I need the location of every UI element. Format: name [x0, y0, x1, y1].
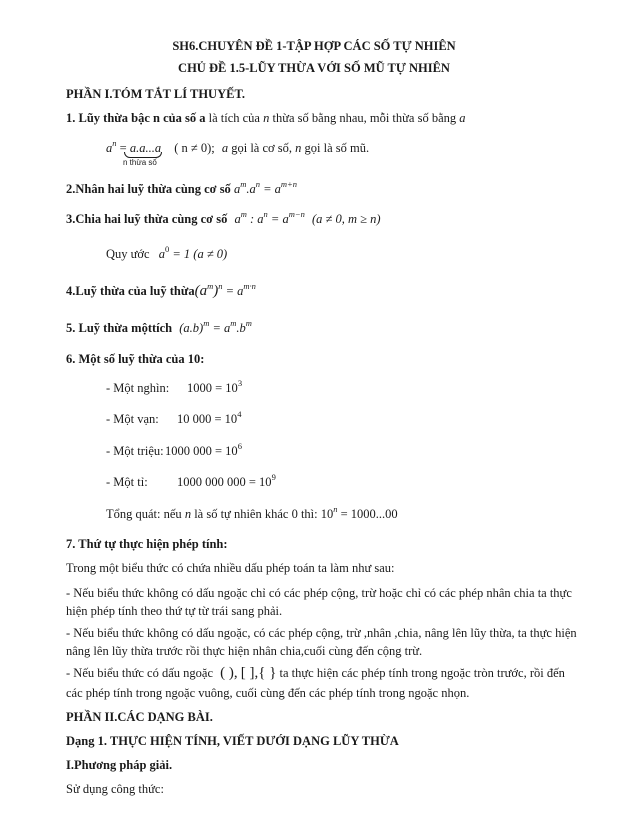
- power-of-ten-value: [177, 411, 241, 427]
- general-zero: 0: [291, 507, 298, 521]
- s5-exp-2: m: [230, 318, 237, 328]
- section-7-heading: 7. Thứ tự thực hiện phép tính:: [66, 537, 228, 551]
- section-4-line: [66, 283, 256, 299]
- section-1-a: a: [459, 111, 466, 125]
- dang-1-heading: Dạng 1. THỰC HIỆN TÍNH, VIẾT DƯỚI DẠNG LŨY THỪA: [66, 734, 399, 748]
- general-ten-exp: n: [333, 504, 338, 514]
- s3-condition: (a ≠ 0, m ≥ n): [311, 212, 381, 226]
- convention-base: a: [158, 247, 165, 261]
- formula-eq: =: [116, 141, 130, 155]
- power-definition-formula: [106, 138, 370, 167]
- power-of-ten-value: [177, 474, 276, 490]
- power-of-ten-exp: 9: [271, 472, 276, 482]
- s4-exp-n: n: [218, 281, 223, 291]
- s5-eq: = a: [209, 321, 231, 335]
- rule-1-line-2: hiện phép tính theo thứ tự từ trái sang phải.: [66, 604, 283, 618]
- section-2-line: [66, 181, 297, 197]
- s3-base: a: [234, 212, 241, 226]
- section-1-text-b: thừa số bằng nhau, mỗi thừa số bằng: [269, 111, 460, 125]
- power-of-ten-value-text: 1000 000 = 10: [165, 444, 238, 458]
- rule-3-line-2: các phép tính trong ngoặc vuông, cuối cùng đến các phép tính trong ngoặc nhọn.: [66, 686, 470, 700]
- rule-3-line-1: [66, 665, 565, 681]
- power-of-ten-value-text: 1000 = 10: [187, 381, 238, 395]
- section-1-n: n: [263, 111, 270, 125]
- formula-n-exp: n: [295, 141, 302, 155]
- section-1-heading: 1. Lũy thừa bậc n của số a: [66, 111, 206, 125]
- definition-expression: [106, 138, 165, 167]
- convention-rest: = 1 (a ≠ 0): [169, 247, 228, 261]
- section-5-heading: 5. Luỹ thừa mộttích: [66, 321, 173, 335]
- round-brackets: ( ),: [220, 665, 238, 681]
- formula-text-d: gọi là số mũ.: [301, 141, 370, 155]
- use-formula-text: Sử dụng công thức:: [66, 782, 164, 796]
- convention-label: Quy ước: [106, 247, 150, 261]
- s2-exp-n: n: [255, 179, 260, 189]
- title-line-1: SH6.CHUYÊN ĐỀ 1-TẬP HỢP CÁC SỐ TỰ NHIÊN: [172, 39, 456, 53]
- formula-a-base: a: [221, 141, 229, 155]
- s5-exp-1: m: [203, 318, 210, 328]
- s4-exp-prod: m·n: [243, 281, 256, 291]
- general-n: n: [184, 507, 192, 521]
- s3-exp-m: m: [240, 209, 247, 219]
- section-1-line: [66, 110, 466, 126]
- rule-2-line-2: nâng lên lũy thừa trước rồi thực hiện nhân chia,cuối cùng đến cộng trừ.: [66, 644, 423, 658]
- section-6-heading: 6. Một số luỹ thừa của 10:: [66, 352, 205, 366]
- square-brackets: [ ],: [240, 665, 259, 681]
- power-of-ten-value-text: 10 000 = 10: [177, 412, 238, 426]
- general-text-a: Tổng quát: nếu: [106, 507, 185, 521]
- convention-line: [106, 246, 227, 262]
- power-of-ten-exp: 3: [237, 378, 243, 388]
- rule-2-line-1: - Nếu biểu thức không có dấu ngoặc, có các phép cộng, trừ ,nhân ,chia, nâng lên lũy thừa, ta thực hiện: [66, 626, 577, 640]
- s5-b: .b: [236, 321, 246, 335]
- curly-brackets: { }: [258, 665, 277, 681]
- power-of-ten-general: [106, 506, 398, 522]
- part-2-heading: PHẦN II.CÁC DẠNG BÀI.: [66, 710, 213, 724]
- power-of-ten-label: - Một tỉ:: [106, 475, 148, 489]
- title-line-2: CHỦ ĐỀ 1.5-LŨY THỪA VỚI SỐ MŨ TỰ NHIÊN: [178, 61, 450, 75]
- s5-ab: (a.b): [179, 321, 204, 335]
- s2-eq: = a: [259, 182, 281, 196]
- power-of-ten-label: - Một vạn:: [106, 412, 159, 426]
- convention-exp: 0: [164, 244, 170, 254]
- power-of-ten-value: [187, 380, 242, 396]
- power-of-ten-exp: 6: [237, 441, 242, 451]
- general-text-b: là số tự nhiên khác: [191, 507, 292, 521]
- power-of-ten-exp: 4: [237, 409, 242, 419]
- s4-exp-m: m: [207, 281, 214, 291]
- power-of-ten-row: [106, 380, 169, 396]
- power-of-ten-value-text: 1000 000 000 = 10: [177, 475, 272, 489]
- rule-3-post: ta thực hiện các phép tính trong ngoặc tròn trước, rồi đến: [279, 666, 565, 680]
- s2-exp-m: m: [240, 179, 247, 189]
- s4-eq: = a: [222, 284, 244, 298]
- s5-exp-3: m: [245, 318, 252, 328]
- power-of-ten-row: [106, 443, 164, 459]
- section-3-heading: 3.Chia hai luỹ thừa cùng cơ số: [66, 212, 228, 226]
- s3-div: : a: [246, 212, 264, 226]
- section-4-heading: 4.Luỹ thừa của luỹ thừa: [66, 284, 195, 298]
- s4-open: (a: [194, 283, 208, 299]
- section-3-line: [66, 211, 381, 227]
- section-7-intro: Trong một biểu thức có chứa nhiều dấu phép toán ta làm như sau:: [66, 561, 395, 575]
- s2-dot-a: .a: [246, 182, 256, 196]
- s3-exp-n: n: [263, 209, 268, 219]
- formula-lhs-exp: n: [112, 138, 117, 148]
- general-ten: 10: [320, 507, 334, 521]
- s4-close: ): [213, 283, 219, 299]
- section-5-line: [66, 320, 252, 336]
- part-1-heading: PHẦN I.TÓM TẮT LÍ THUYẾT.: [66, 87, 245, 101]
- formula-text-c: gọi là cơ số,: [228, 141, 296, 155]
- underbrace-label: n thừa số: [123, 158, 157, 167]
- section-1-text-a: là tích của: [205, 111, 264, 125]
- section-2-heading: 2.Nhân hai luỹ thừa cùng cơ số: [66, 182, 231, 196]
- power-of-ten-row: [106, 411, 159, 427]
- formula-rhs: a.a...a: [129, 141, 162, 155]
- formula-lhs: a: [106, 141, 113, 155]
- s3-exp-diff: m−n: [288, 209, 305, 219]
- method-heading: I.Phương pháp giải.: [66, 758, 173, 772]
- s2-exp-sum: m+n: [280, 179, 298, 189]
- s3-eq: = a: [267, 212, 289, 226]
- power-of-ten-value: [165, 443, 242, 459]
- general-result: = 1000...00: [337, 507, 398, 521]
- general-text-c: thì:: [297, 507, 321, 521]
- rule-3-pre: - Nếu biểu thức có dấu ngoặc: [66, 666, 213, 680]
- rule-1-line-1: - Nếu biểu thức không có dấu ngoặc chỉ có các phép cộng, trừ hoặc chỉ có các phép nhân chia ta thực: [66, 586, 572, 600]
- power-of-ten-label: - Một nghìn:: [106, 381, 170, 395]
- power-of-ten-row: [106, 474, 148, 490]
- s2-base: a: [233, 182, 241, 196]
- power-of-ten-label: - Một triệu:: [106, 444, 164, 458]
- formula-condition: ( n ≠ 0);: [174, 141, 215, 155]
